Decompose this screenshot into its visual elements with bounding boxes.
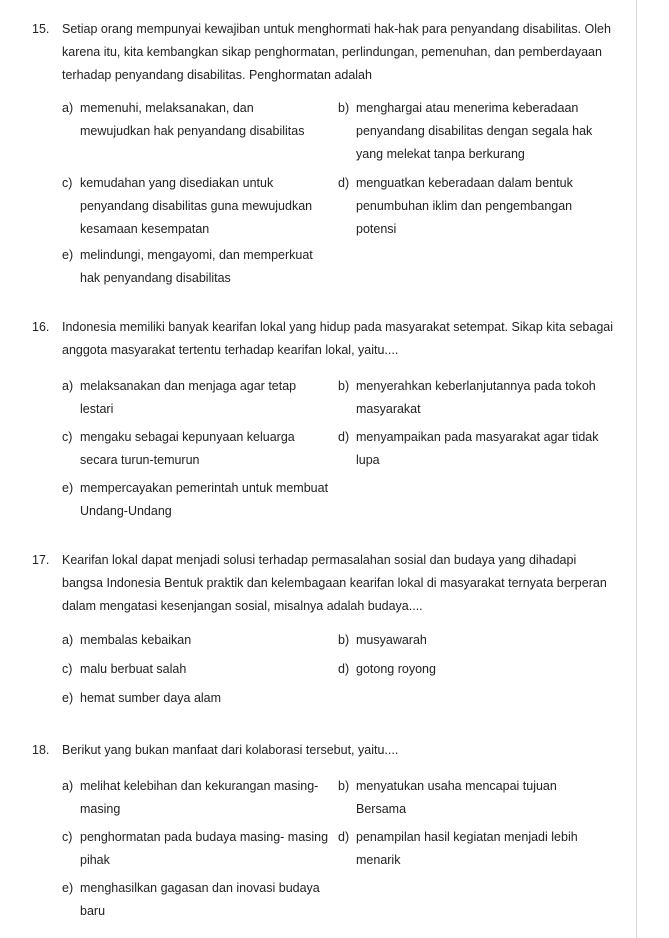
option-letter: e) [62,248,74,262]
option-text: musyawarah [356,633,427,647]
option-text: menghasilkan gagasan dan inovasi budaya baru [80,881,320,918]
option-letter: c) [62,176,73,190]
option-text: membalas kebaikan [80,633,192,647]
option-text: gotong royong [356,662,436,676]
option-letter: d) [338,662,350,676]
option-text: melihat kelebihan dan kekurangan masing-masing [80,779,319,816]
question-number: 17. [32,553,50,567]
option-text: melindungi, mengayomi, dan memperkuat hak penyandang disabilitas [80,248,313,285]
option-letter: e) [62,481,74,495]
page-right-border [636,0,637,938]
option-letter: d) [338,830,350,844]
option-text: penghormatan pada budaya masing- masing pihak [80,830,329,867]
option-text: menguatkan keberadaan dalam bentuk penumbuhan iklim dan pengembangan potensi [356,176,573,236]
question-number: 15. [32,22,50,36]
option-letter: b) [338,633,350,647]
option-letter: b) [338,101,350,115]
option-letter: c) [62,430,73,444]
question-number: 18. [32,743,50,757]
question-text: Berikut yang bukan manfaat dari kolaborasi tersebut, yaitu.... [62,743,399,757]
option-text: memenuhi, melaksanakan, dan mewujudkan hak penyandang disabilitas [80,101,305,138]
option-text: penampilan hasil kegiatan menjadi lebih menarik [356,830,578,867]
question-number: 16. [32,320,50,334]
option-text: menyampaikan pada masyarakat agar tidak lupa [356,430,599,467]
option-text: malu berbuat salah [80,662,187,676]
option-text: melaksanakan dan menjaga agar tetap lestari [80,379,297,416]
option-text: mengaku sebagai kepunyaan keluarga secara turun-temurun [80,430,295,467]
option-text: hemat sumber daya alam [80,691,222,705]
option-text: mempercayakan pemerintah untuk membuat Undang-Undang [80,481,329,518]
question-text: Kearifan lokal dapat menjadi solusi terhadap permasalahan sosial dan budaya yang dihadapi bangsa Indonesia Bentuk praktik dan kelembagaan kearifan lokal di masyarakat ternyata berperan dalam mengatasi kesenjangan sosial, misalnya adalah budaya.... [62,553,607,613]
option-letter: e) [62,691,74,705]
option-letter: b) [338,379,350,393]
option-letter: a) [62,101,74,115]
option-letter: d) [338,176,350,190]
option-text: kemudahan yang disediakan untuk penyandang disabilitas guna mewujudkan kesamaan kesempatan [80,176,313,236]
option-letter: c) [62,830,73,844]
option-text: menyatukan usaha mencapai tujuan Bersama [356,779,557,816]
option-letter: a) [62,633,74,647]
question-text: Indonesia memiliki banyak kearifan lokal yang hidup pada masyarakat setempat. Sikap kita sebagai anggota masyarakat tertentu terhadap kearifan lokal, yaitu.... [62,320,614,357]
option-letter: a) [62,379,74,393]
option-text: menyerahkan keberlanjutannya pada tokoh masyarakat [356,379,596,416]
option-letter: a) [62,779,74,793]
option-text: menghargai atau menerima keberadaan penyandang disabilitas dengan segala hak yang melekat tanpa berkurang [356,101,593,161]
option-letter: b) [338,779,350,793]
option-letter: d) [338,430,350,444]
option-letter: c) [62,662,73,676]
question-text: Setiap orang mempunyai kewajiban untuk menghormati hak-hak para penyandang disabilitas. Oleh karena itu, kita kembangkan sikap penghormatan, perlindungan, pemenuhan, dan pemberdayaan terhadap penyandang disabilitas. Penghormatan adalah [62,22,611,82]
option-letter: e) [62,881,74,895]
